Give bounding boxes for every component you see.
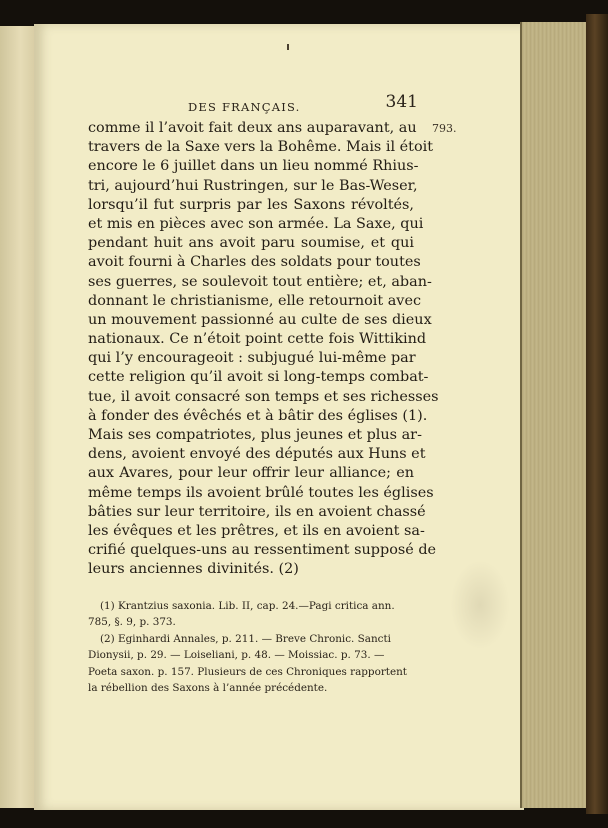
footnote-line: Poeta saxon. p. 157. Plusieurs de ces Chroniques rapportent: [88, 665, 407, 678]
text-line: comme il l’avoit fait deux ans auparavant, au: [88, 120, 417, 136]
page-mark: [287, 44, 289, 50]
text-line: un mouvement passionné au culte de ses dieux: [88, 311, 432, 328]
running-title: DES FRANÇAIS.: [188, 100, 301, 114]
text-line: ses guerres, se soulevoit tout entière; et, aban-: [88, 273, 432, 290]
text-line: crifié quelques-uns au ressentiment supposé de: [88, 542, 437, 559]
text-line: nationaux. Ce n’étoit point cette fois Wittikind: [88, 331, 427, 348]
margin-year: 793.: [432, 122, 457, 135]
text-line: et mis en pièces avec son armée. La Saxe, qui: [88, 215, 424, 232]
text-line: bâties sur leur territoire, ils en avoient chassé: [88, 503, 426, 520]
footnote-line: (1) Krantzius saxonia. Lib. II, cap. 24.—Pagi critica ann.: [100, 600, 395, 612]
text-line: dens, avoient envoyé des députés aux Huns et: [88, 446, 426, 463]
text-line: lorsqu’il fut surpris par les Saxons révoltés,: [88, 196, 414, 213]
text-line: tri, aujourd’hui Rustringen, sur le Bas-Weser,: [88, 177, 418, 194]
text-line: cette religion qu’il avoit si long-temps combat-: [88, 369, 429, 386]
text-line: travers de la Saxe vers la Bohême. Mais il étoit: [88, 139, 434, 156]
footnote-line: 785, §. 9, p. 373.: [88, 616, 176, 629]
text-line: les évêques et les prêtres, et ils en avoient sa-: [88, 522, 425, 539]
ink-bleed-through: [450, 560, 510, 650]
page-number: 341: [385, 92, 418, 112]
footnote-line: Dionysii, p. 29. — Loiseliani, p. 48. — Moissiac. p. 73. —: [88, 649, 385, 662]
text-line: pendant huit ans avoit paru soumise, et qui: [88, 235, 414, 252]
body-text: [88, 119, 439, 580]
text-line: tue, il avoit consacré son temps et ses richesses: [88, 388, 439, 405]
book-cover-board: [586, 14, 608, 814]
text-line: leurs anciennes divinités. (2): [88, 561, 299, 578]
footnotes: [88, 598, 414, 696]
text-line: même temps ils avoient brûlé toutes les églises: [88, 484, 434, 501]
text-line: Mais ses compatriotes, plus jeunes et plus ar-: [88, 427, 422, 443]
text-line: avoit fourni à Charles des soldats pour toutes: [88, 254, 421, 271]
text-line: qui l’y encourageoit : subjugué lui-même par: [88, 350, 416, 367]
footnote-line: (2) Eginhardi Annales, p. 211. — Breve Chronic. Sancti: [100, 632, 391, 645]
page-block-edges: [520, 22, 588, 808]
footnote-line: la rébellion des Saxons à l’année précédente.: [88, 681, 328, 694]
text-line: donnant le christianisme, elle retournoit avec: [88, 292, 422, 309]
text-line: aux Avares, pour leur offrir leur alliance; en: [88, 465, 414, 482]
facing-page-edge: [0, 26, 35, 808]
text-line: encore le 6 juillet dans un lieu nommé Rhius-: [88, 158, 419, 175]
text-line: à fonder des évêchés et à bâtir des églises (1).: [88, 407, 428, 424]
running-head: [88, 90, 418, 114]
